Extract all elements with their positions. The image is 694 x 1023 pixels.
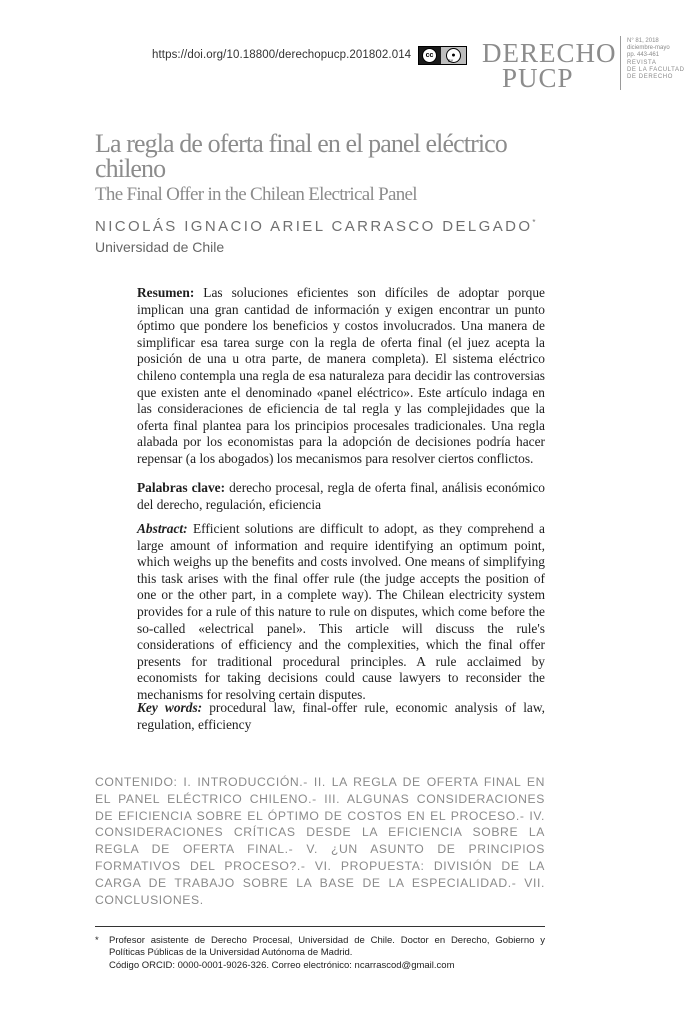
author-name [95, 218, 536, 235]
footnote-mark: * [95, 935, 99, 946]
key-words-text: procedural law, final-offer rule, economic analysis of law, regulation, efficiency [137, 700, 545, 732]
resumen-paragraph [137, 285, 545, 468]
issue-pages: pp. 443-461 [627, 52, 660, 59]
abstract-text: Efficient solutions are difficult to adopt, as they comprehend a large amount of information and require identifying an optimum point, which weighs up the benefits and costs involved. One means of simplifying this task arises with the final offer rule (the judge accepts the position of one or the other part, in a complete way). The Chilean electricity system provides for a rule of this nature to rule on disputes, which come before the so-called «electrical panel». This article will discuss the rule's considerations of efficiency and the complexities, which the final offer presents for traditional procedural principles. A rule acclaimed by economists for taking decisions could cause lawyers to reconsider the mechanisms for resolving certain disputes. [137, 521, 545, 702]
journal-name-line1: DERECHO [482, 38, 617, 68]
resumen-label: Resumen: [137, 285, 195, 300]
article-title-english: The Final Offer in the Chilean Electrical Panel [95, 184, 417, 205]
publisher-line2: DE LA FACULTAD [627, 66, 685, 73]
journal-issue-info [627, 38, 685, 81]
palabras-clave-text: derecho procesal, regla de oferta final, análisis económico del derecho, regulación, eficiencia [137, 480, 545, 512]
license-by-label: BY [448, 58, 454, 63]
publisher-line3: DE DERECHO [627, 74, 674, 81]
cc-license-badge[interactable] [418, 46, 467, 65]
author-footnote-mark[interactable]: * [532, 218, 536, 227]
author-affiliation: Universidad de Chile [95, 239, 225, 255]
author-name-text: NICOLÁS IGNACIO ARIEL CARRASCO DELGADO [95, 218, 533, 235]
footnote-orcid-email[interactable]: Código ORCID: 0000-0001-9026-326. Correo electrónico: ncarrascod@gmail.com [109, 959, 455, 971]
article-title: La regla de oferta final en el panel eléctrico chileno [95, 129, 507, 183]
key-words-paragraph [137, 700, 545, 733]
author-footnote [95, 935, 545, 972]
attribution-person-icon: ● [446, 48, 461, 63]
doi-link[interactable]: https://doi.org/10.18800/derechopucp.201802.014 [152, 49, 412, 61]
creative-commons-icon: cc [422, 48, 437, 63]
journal-logo [482, 38, 617, 93]
issue-date: diciembre-mayo [627, 45, 670, 52]
attribution-segment [441, 47, 466, 64]
publisher-line1: REVISTA [627, 59, 657, 66]
journal-divider [620, 36, 621, 90]
palabras-clave-label: Palabras clave: [137, 480, 226, 495]
issue-number: N° 81, 2018 [627, 38, 659, 44]
journal-name-line2: PUCP [502, 63, 574, 93]
footnote-text: Profesor asistente de Derecho Procesal, Universidad de Chile. Doctor en Derecho, Gobierno y Políticas Públicas de la Universidad Autónoma de Madrid. [109, 935, 545, 959]
palabras-clave-paragraph [137, 480, 545, 513]
key-words-label: Key words: [137, 700, 203, 715]
resumen-text: Las soluciones eficientes son difíciles de adoptar porque implican una gran cantidad de información y exigen encontrar un punto óptimo que pondere los beneficios y costos involucrados. Una manera de simplificar esa tarea surge con la regla de oferta final (el juez acepta la posición de una u otra parte, de manera completa). El sistema eléctrico chileno contempla una regla de esa naturaleza para decidir las controversias que existen ante el denominado «panel eléctrico». Este artículo indaga en las consideraciones de eficiencia de tal regla y las complejidades que la oferta final plantea para los principios procesales tradicionales. Una regla alabada por los economistas para la adopción de decisiones podría hacer repensar (a los abogados) los mecanismos para resolver ciertos conflictos. [137, 285, 545, 466]
abstract-paragraph [137, 521, 545, 704]
abstract-label: Abstract: [137, 521, 188, 536]
footnote-divider [95, 926, 545, 927]
table-of-contents: CONTENIDO: I. INTRODUCCIÓN.- II. LA REGLA DE OFERTA FINAL EN EL PANEL ELÉCTRICO CHILENO.- III. ALGUNAS CONSIDERACIONES DE EFICIENCIA SOBRE EL ÓPTIMO DE COSTOS EN EL PROCESO.- IV. CONSIDERACIONES CRÍTICAS DESDE LA EFICIENCIA SOBRE LA REGLA DE OFERTA FINAL.- V. ¿UN ASUNTO DE PRINCIPIOS FORMATIVOS DEL PROCESO?.- VI. PROPUESTA: DIVISIÓN DE LA CARGA DE TRABAJO SOBRE LA BASE DE LA ESPECIALIDAD.- VII. CONCLUSIONES. [95, 775, 545, 907]
